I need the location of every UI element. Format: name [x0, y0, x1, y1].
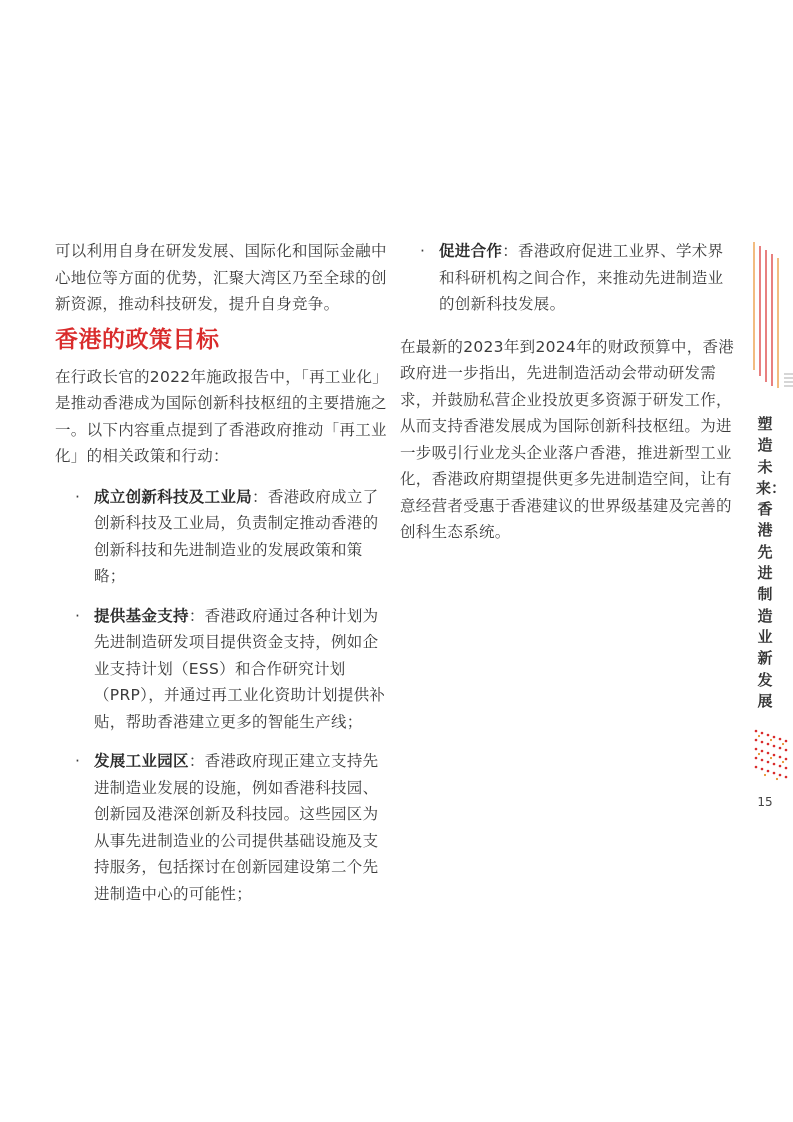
page-number: 15 — [757, 795, 773, 809]
left-column — [55, 238, 390, 907]
bullet-dot-icon: · — [420, 242, 426, 260]
list-item — [55, 748, 390, 907]
list-item — [55, 603, 390, 736]
decorative-dots — [752, 728, 793, 784]
bullet-title: 成立创新科技及工业局 — [94, 487, 253, 506]
right-column — [400, 238, 735, 546]
policy-bullet-list — [55, 484, 390, 908]
list-item — [400, 238, 735, 318]
bullet-title: 发展工业园区 — [94, 752, 189, 770]
budget-paragraph: 在最新的2023年到2024年的财政预算中，香港政府进一步指出，先进制造活动会带动研发需求，并鼓励私营企业投放更多资源于研发工作，从而支持香港发展成为国际创新科技枢纽。为进一步吸引行业龙头企业落户香港，推进新型工业化，香港政府期望提供更多先进制造空间，让有意经营者受惠于香港建议的世界级基建及完善的创科生态系统。 — [400, 337, 735, 541]
sidebar-title: 塑造未来：香港先进制造业新发展 — [756, 415, 787, 710]
bullet-text: ：香港政府促进工业界、学术界和科研机构之间合作，来推动先进制造业的创新科技发展。 — [439, 242, 724, 313]
bullet-title: 提供基金支持 — [94, 606, 189, 625]
cooperation-bullet-list — [400, 238, 735, 318]
policy-paragraph: 在行政长官的2022年施政报告中，「再工业化」是推动香港成为国际创新科技枢纽的主要措施之一。以下内容重点提到了香港政府推动「再工业化」的相关政策和行动： — [55, 367, 389, 465]
bullet-dot-icon: · — [75, 752, 81, 770]
bullet-text: ：香港政府现正建立支持先进制造业发展的设施，例如香港科技园、创新园及港深创新及科技园。这些园区为从事先进制造业的公司提供基础设施及支持服务，包括探讨在创新园建设第二个先进制造中心的可能性； — [94, 752, 379, 903]
bullet-dot-icon: · — [75, 487, 81, 506]
section-heading: 香港的政策目标 — [55, 326, 220, 353]
decorative-stripes — [752, 240, 793, 392]
bullet-title: 促进合作 — [439, 242, 503, 260]
bullet-text: ：香港政府成立了创新科技及工业局，负责制定推动香港的创新科技和先进制造业的发展政策和策略； — [94, 487, 379, 585]
intro-paragraph: 可以利用自身在研发发展、国际化和国际金融中心地位等方面的优势，汇聚大湾区乃至全球的创新资源，推动科技研发，提升自身竞争。 — [55, 242, 387, 313]
list-item — [55, 484, 390, 590]
bullet-dot-icon: · — [75, 606, 81, 625]
bullet-text: ：香港政府通过各种计划为先进制造研发项目提供资金支持，例如企业支持计划（ESS）和合作研究计划（PRP），并通过再工业化资助计划提供补贴，帮助香港建立更多的智能生产线； — [94, 606, 386, 731]
